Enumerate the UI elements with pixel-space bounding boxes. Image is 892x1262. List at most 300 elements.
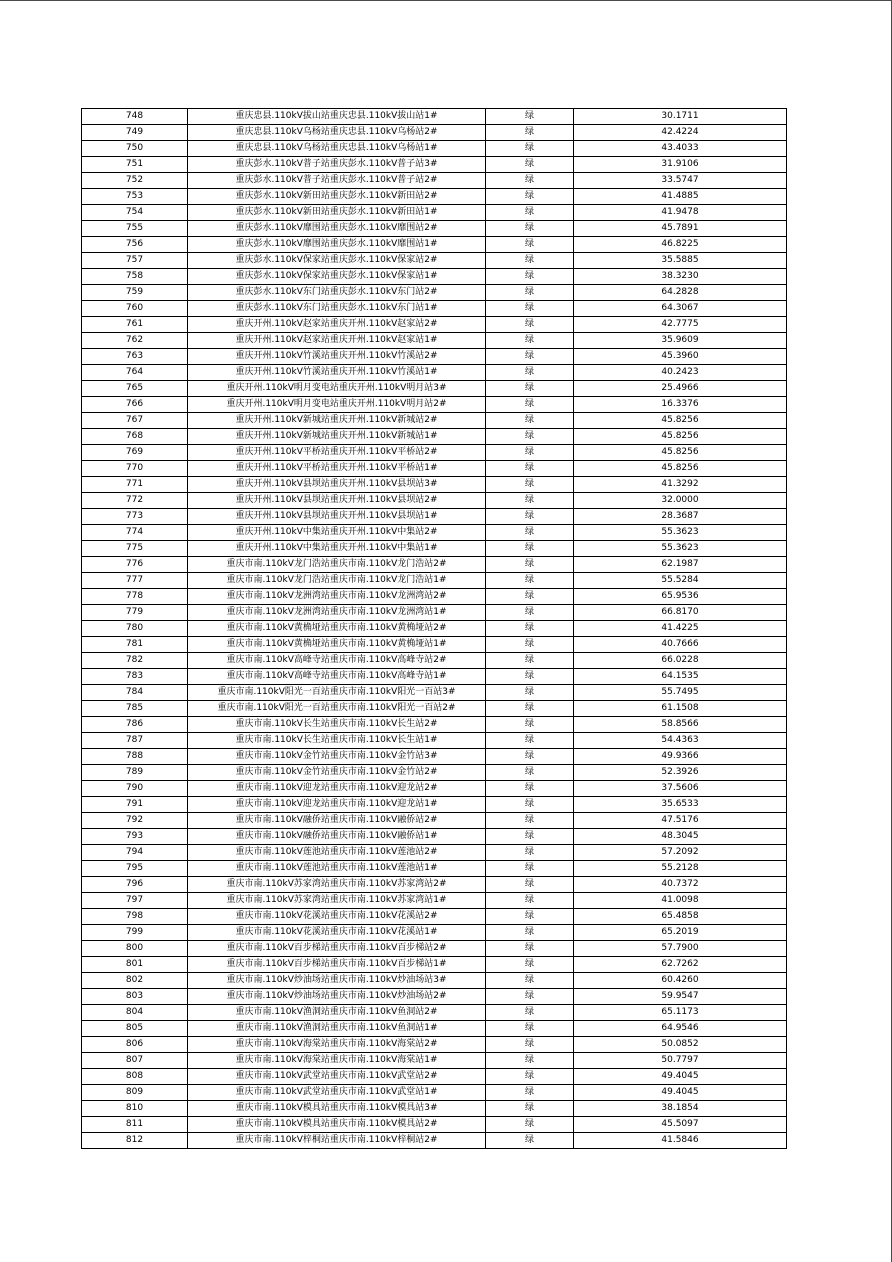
row-number-cell: 758: [82, 269, 188, 285]
value-cell: 54.4363: [574, 733, 787, 749]
status-cell: 绿: [486, 717, 574, 733]
status-cell: 绿: [486, 557, 574, 573]
table-row: [82, 285, 787, 301]
value-cell: 45.8256: [574, 461, 787, 477]
row-number-cell: 774: [82, 525, 188, 541]
table-row: [82, 1085, 787, 1101]
row-number-cell: 793: [82, 829, 188, 845]
substation-name-cell: 重庆开州.110kV竹溪站重庆开州.110kV竹溪站2#: [188, 349, 486, 365]
page-top-border: [0, 0, 892, 1]
substation-name-cell: 重庆市南.110kV梓桐站重庆市南.110kV梓桐站2#: [188, 1133, 486, 1149]
status-cell: 绿: [486, 701, 574, 717]
table-row: [82, 109, 787, 125]
row-number-cell: 767: [82, 413, 188, 429]
row-number-cell: 777: [82, 573, 188, 589]
status-cell: 绿: [486, 861, 574, 877]
substation-name-cell: 重庆市南.110kV百步梯站重庆市南.110kV百步梯站1#: [188, 957, 486, 973]
status-cell: 绿: [486, 589, 574, 605]
table-row: [82, 413, 787, 429]
row-number-cell: 750: [82, 141, 188, 157]
table-row: [82, 685, 787, 701]
table-row: [82, 701, 787, 717]
row-number-cell: 759: [82, 285, 188, 301]
status-cell: 绿: [486, 973, 574, 989]
row-number-cell: 770: [82, 461, 188, 477]
value-cell: 33.5747: [574, 173, 787, 189]
value-cell: 65.1173: [574, 1005, 787, 1021]
value-cell: 52.3926: [574, 765, 787, 781]
table-row: [82, 797, 787, 813]
value-cell: 62.1987: [574, 557, 787, 573]
status-cell: 绿: [486, 269, 574, 285]
status-cell: 绿: [486, 173, 574, 189]
row-number-cell: 756: [82, 237, 188, 253]
status-cell: 绿: [486, 765, 574, 781]
row-number-cell: 782: [82, 653, 188, 669]
substation-name-cell: 重庆市南.110kV渔洞站重庆市南.110kV鱼洞站2#: [188, 1005, 486, 1021]
row-number-cell: 749: [82, 125, 188, 141]
value-cell: 45.8256: [574, 445, 787, 461]
row-number-cell: 794: [82, 845, 188, 861]
row-number-cell: 787: [82, 733, 188, 749]
substation-name-cell: 重庆彭水.110kV保家站重庆彭水.110kV保家站1#: [188, 269, 486, 285]
table-row: [82, 989, 787, 1005]
substation-name-cell: 重庆忠县.110kV乌杨站重庆忠县.110kV乌杨站1#: [188, 141, 486, 157]
substation-name-cell: 重庆市南.110kV龙门浩站重庆市南.110kV龙门浩站1#: [188, 573, 486, 589]
status-cell: 绿: [486, 445, 574, 461]
value-cell: 62.7262: [574, 957, 787, 973]
table-row: [82, 957, 787, 973]
value-cell: 45.5097: [574, 1117, 787, 1133]
table-row: [82, 301, 787, 317]
row-number-cell: 778: [82, 589, 188, 605]
status-cell: 绿: [486, 221, 574, 237]
substation-name-cell: 重庆开州.110kV明月变电站重庆开州.110kV明月站3#: [188, 381, 486, 397]
status-cell: 绿: [486, 797, 574, 813]
substation-name-cell: 重庆开州.110kV明月变电站重庆开州.110kV明月站2#: [188, 397, 486, 413]
status-cell: 绿: [486, 189, 574, 205]
status-cell: 绿: [486, 429, 574, 445]
value-cell: 30.1711: [574, 109, 787, 125]
row-number-cell: 768: [82, 429, 188, 445]
status-cell: 绿: [486, 989, 574, 1005]
row-number-cell: 806: [82, 1037, 188, 1053]
substation-name-cell: 重庆市南.110kV武堂站重庆市南.110kV武堂站2#: [188, 1069, 486, 1085]
substation-name-cell: 重庆彭水.110kV普子站重庆彭水.110kV普子站2#: [188, 173, 486, 189]
substation-name-cell: 重庆彭水.110kV新田站重庆彭水.110kV新田站1#: [188, 205, 486, 221]
table-row: [82, 445, 787, 461]
status-cell: 绿: [486, 1133, 574, 1149]
substation-name-cell: 重庆忠县.110kV乌杨站重庆忠县.110kV乌杨站2#: [188, 125, 486, 141]
substation-name-cell: 重庆市南.110kV阳光一百站重庆市南.110kV阳光一百站3#: [188, 685, 486, 701]
substation-name-cell: 重庆市南.110kV炒油场站重庆市南.110kV炒油场站2#: [188, 989, 486, 1005]
value-cell: 35.9609: [574, 333, 787, 349]
status-cell: 绿: [486, 365, 574, 381]
table-row: [82, 349, 787, 365]
status-cell: 绿: [486, 637, 574, 653]
table-row: [82, 573, 787, 589]
row-number-cell: 763: [82, 349, 188, 365]
substation-name-cell: 重庆市南.110kV长生站重庆市南.110kV长生站1#: [188, 733, 486, 749]
row-number-cell: 779: [82, 605, 188, 621]
table-row: [82, 253, 787, 269]
status-cell: 绿: [486, 925, 574, 941]
table-row: [82, 157, 787, 173]
table-row: [82, 237, 787, 253]
row-number-cell: 754: [82, 205, 188, 221]
row-number-cell: 762: [82, 333, 188, 349]
status-cell: 绿: [486, 461, 574, 477]
substation-name-cell: 重庆开州.110kV平桥站重庆开州.110kV平桥站1#: [188, 461, 486, 477]
status-cell: 绿: [486, 381, 574, 397]
row-number-cell: 803: [82, 989, 188, 1005]
table-row: [82, 205, 787, 221]
status-cell: 绿: [486, 621, 574, 637]
substation-name-cell: 重庆市南.110kV模具站重庆市南.110kV模具站2#: [188, 1117, 486, 1133]
substation-data-table: [81, 108, 787, 1149]
substation-name-cell: 重庆彭水.110kV靡围站重庆彭水.110kV靡围站2#: [188, 221, 486, 237]
substation-name-cell: 重庆彭水.110kV东门站重庆彭水.110kV东门站2#: [188, 285, 486, 301]
value-cell: 60.4260: [574, 973, 787, 989]
row-number-cell: 804: [82, 1005, 188, 1021]
status-cell: 绿: [486, 893, 574, 909]
substation-name-cell: 重庆市南.110kV黄桷垭站重庆市南.110kV黄桷垭站2#: [188, 621, 486, 637]
table-row: [82, 1037, 787, 1053]
value-cell: 48.3045: [574, 829, 787, 845]
row-number-cell: 783: [82, 669, 188, 685]
table-row: [82, 381, 787, 397]
table-row: [82, 125, 787, 141]
substation-name-cell: 重庆市南.110kV海棠站重庆市南.110kV海棠站2#: [188, 1037, 486, 1053]
substation-name-cell: 重庆忠县.110kV拔山站重庆忠县.110kV拔山站1#: [188, 109, 486, 125]
table-row: [82, 1021, 787, 1037]
value-cell: 41.3292: [574, 477, 787, 493]
value-cell: 35.6533: [574, 797, 787, 813]
status-cell: 绿: [486, 477, 574, 493]
substation-name-cell: 重庆市南.110kV融侨站重庆市南.110kV融侨站2#: [188, 813, 486, 829]
table-row: [82, 509, 787, 525]
table-row: [82, 637, 787, 653]
row-number-cell: 776: [82, 557, 188, 573]
status-cell: 绿: [486, 141, 574, 157]
value-cell: 38.1854: [574, 1101, 787, 1117]
substation-name-cell: 重庆市南.110kV苏家湾站重庆市南.110kV苏家湾站1#: [188, 893, 486, 909]
value-cell: 64.9546: [574, 1021, 787, 1037]
status-cell: 绿: [486, 573, 574, 589]
table-row: [82, 861, 787, 877]
table-row: [82, 493, 787, 509]
status-cell: 绿: [486, 285, 574, 301]
substation-name-cell: 重庆开州.110kV竹溪站重庆开州.110kV竹溪站1#: [188, 365, 486, 381]
value-cell: 55.3623: [574, 541, 787, 557]
table-row: [82, 621, 787, 637]
row-number-cell: 761: [82, 317, 188, 333]
row-number-cell: 764: [82, 365, 188, 381]
substation-name-cell: 重庆彭水.110kV靡围站重庆彭水.110kV靡围站1#: [188, 237, 486, 253]
status-cell: 绿: [486, 829, 574, 845]
row-number-cell: 766: [82, 397, 188, 413]
value-cell: 64.3067: [574, 301, 787, 317]
substation-name-cell: 重庆市南.110kV武堂站重庆市南.110kV武堂站1#: [188, 1085, 486, 1101]
row-number-cell: 781: [82, 637, 188, 653]
table-row: [82, 141, 787, 157]
table-row: [82, 189, 787, 205]
value-cell: 41.0098: [574, 893, 787, 909]
value-cell: 32.0000: [574, 493, 787, 509]
row-number-cell: 765: [82, 381, 188, 397]
row-number-cell: 755: [82, 221, 188, 237]
substation-name-cell: 重庆彭水.110kV普子站重庆彭水.110kV普子站3#: [188, 157, 486, 173]
row-number-cell: 812: [82, 1133, 188, 1149]
table-row: [82, 765, 787, 781]
substation-name-cell: 重庆市南.110kV金竹站重庆市南.110kV金竹站2#: [188, 765, 486, 781]
value-cell: 55.7495: [574, 685, 787, 701]
value-cell: 57.7900: [574, 941, 787, 957]
row-number-cell: 784: [82, 685, 188, 701]
status-cell: 绿: [486, 845, 574, 861]
status-cell: 绿: [486, 413, 574, 429]
substation-name-cell: 重庆市南.110kV高峰寺站重庆市南.110kV高峰寺站1#: [188, 669, 486, 685]
row-number-cell: 773: [82, 509, 188, 525]
substation-name-cell: 重庆市南.110kV花溪站重庆市南.110kV花溪站2#: [188, 909, 486, 925]
status-cell: 绿: [486, 509, 574, 525]
value-cell: 65.2019: [574, 925, 787, 941]
status-cell: 绿: [486, 109, 574, 125]
status-cell: 绿: [486, 1021, 574, 1037]
status-cell: 绿: [486, 1005, 574, 1021]
status-cell: 绿: [486, 397, 574, 413]
substation-name-cell: 重庆市南.110kV莲池站重庆市南.110kV莲池站1#: [188, 861, 486, 877]
table-body: [82, 109, 787, 1149]
status-cell: 绿: [486, 301, 574, 317]
row-number-cell: 805: [82, 1021, 188, 1037]
row-number-cell: 808: [82, 1069, 188, 1085]
table-row: [82, 941, 787, 957]
substation-name-cell: 重庆市南.110kV迎龙站重庆市南.110kV迎龙站1#: [188, 797, 486, 813]
value-cell: 38.3230: [574, 269, 787, 285]
value-cell: 28.3687: [574, 509, 787, 525]
value-cell: 45.8256: [574, 413, 787, 429]
substation-name-cell: 重庆市南.110kV黄桷垭站重庆市南.110kV黄桷垭站1#: [188, 637, 486, 653]
value-cell: 55.3623: [574, 525, 787, 541]
row-number-cell: 810: [82, 1101, 188, 1117]
table-row: [82, 589, 787, 605]
value-cell: 66.0228: [574, 653, 787, 669]
value-cell: 55.2128: [574, 861, 787, 877]
substation-name-cell: 重庆开州.110kV县坝站重庆开州.110kV县坝站1#: [188, 509, 486, 525]
row-number-cell: 800: [82, 941, 188, 957]
substation-name-cell: 重庆市南.110kV融侨站重庆市南.110kV融侨站1#: [188, 829, 486, 845]
status-cell: 绿: [486, 685, 574, 701]
table-row: [82, 749, 787, 765]
row-number-cell: 760: [82, 301, 188, 317]
substation-name-cell: 重庆彭水.110kV东门站重庆彭水.110kV东门站1#: [188, 301, 486, 317]
substation-name-cell: 重庆市南.110kV百步梯站重庆市南.110kV百步梯站2#: [188, 941, 486, 957]
value-cell: 45.3960: [574, 349, 787, 365]
table-row: [82, 1005, 787, 1021]
status-cell: 绿: [486, 877, 574, 893]
table-row: [82, 333, 787, 349]
status-cell: 绿: [486, 1069, 574, 1085]
row-number-cell: 791: [82, 797, 188, 813]
status-cell: 绿: [486, 1117, 574, 1133]
status-cell: 绿: [486, 749, 574, 765]
row-number-cell: 809: [82, 1085, 188, 1101]
table-row: [82, 525, 787, 541]
value-cell: 49.9366: [574, 749, 787, 765]
row-number-cell: 752: [82, 173, 188, 189]
row-number-cell: 772: [82, 493, 188, 509]
table-row: [82, 221, 787, 237]
value-cell: 40.7372: [574, 877, 787, 893]
value-cell: 64.1535: [574, 669, 787, 685]
status-cell: 绿: [486, 957, 574, 973]
row-number-cell: 786: [82, 717, 188, 733]
row-number-cell: 797: [82, 893, 188, 909]
table-row: [82, 1069, 787, 1085]
value-cell: 49.4045: [574, 1085, 787, 1101]
value-cell: 58.8566: [574, 717, 787, 733]
table-row: [82, 893, 787, 909]
table-row: [82, 269, 787, 285]
row-number-cell: 795: [82, 861, 188, 877]
status-cell: 绿: [486, 1101, 574, 1117]
row-number-cell: 790: [82, 781, 188, 797]
table-row: [82, 973, 787, 989]
substation-name-cell: 重庆开州.110kV新城站重庆开州.110kV新城站2#: [188, 413, 486, 429]
row-number-cell: 801: [82, 957, 188, 973]
substation-name-cell: 重庆市南.110kV龙门浩站重庆市南.110kV龙门浩站2#: [188, 557, 486, 573]
status-cell: 绿: [486, 781, 574, 797]
value-cell: 65.4858: [574, 909, 787, 925]
row-number-cell: 771: [82, 477, 188, 493]
value-cell: 55.5284: [574, 573, 787, 589]
substation-name-cell: 重庆市南.110kV莲池站重庆市南.110kV莲池站2#: [188, 845, 486, 861]
row-number-cell: 792: [82, 813, 188, 829]
status-cell: 绿: [486, 1037, 574, 1053]
status-cell: 绿: [486, 525, 574, 541]
value-cell: 40.7666: [574, 637, 787, 653]
table-row: [82, 605, 787, 621]
value-cell: 46.8225: [574, 237, 787, 253]
row-number-cell: 753: [82, 189, 188, 205]
status-cell: 绿: [486, 1085, 574, 1101]
substation-name-cell: 重庆市南.110kV龙洲湾站重庆市南.110kV龙洲湾站2#: [188, 589, 486, 605]
status-cell: 绿: [486, 157, 574, 173]
status-cell: 绿: [486, 253, 574, 269]
value-cell: 61.1508: [574, 701, 787, 717]
value-cell: 41.9478: [574, 205, 787, 221]
value-cell: 42.7775: [574, 317, 787, 333]
table-row: [82, 829, 787, 845]
table-row: [82, 477, 787, 493]
substation-name-cell: 重庆开州.110kV中集站重庆开州.110kV中集站2#: [188, 525, 486, 541]
row-number-cell: 785: [82, 701, 188, 717]
value-cell: 41.4885: [574, 189, 787, 205]
status-cell: 绿: [486, 605, 574, 621]
substation-name-cell: 重庆开州.110kV中集站重庆开州.110kV中集站1#: [188, 541, 486, 557]
substation-name-cell: 重庆彭水.110kV新田站重庆彭水.110kV新田站2#: [188, 189, 486, 205]
status-cell: 绿: [486, 333, 574, 349]
row-number-cell: 788: [82, 749, 188, 765]
status-cell: 绿: [486, 653, 574, 669]
value-cell: 47.5176: [574, 813, 787, 829]
status-cell: 绿: [486, 237, 574, 253]
table-row: [82, 1053, 787, 1069]
status-cell: 绿: [486, 909, 574, 925]
status-cell: 绿: [486, 125, 574, 141]
row-number-cell: 775: [82, 541, 188, 557]
table-row: [82, 397, 787, 413]
substation-name-cell: 重庆市南.110kV模具站重庆市南.110kV模具站3#: [188, 1101, 486, 1117]
substation-name-cell: 重庆市南.110kV龙洲湾站重庆市南.110kV龙洲湾站1#: [188, 605, 486, 621]
status-cell: 绿: [486, 317, 574, 333]
substation-name-cell: 重庆市南.110kV高峰寺站重庆市南.110kV高峰寺站2#: [188, 653, 486, 669]
substation-name-cell: 重庆市南.110kV金竹站重庆市南.110kV金竹站3#: [188, 749, 486, 765]
status-cell: 绿: [486, 733, 574, 749]
row-number-cell: 807: [82, 1053, 188, 1069]
substation-name-cell: 重庆市南.110kV海棠站重庆市南.110kV海棠站1#: [188, 1053, 486, 1069]
value-cell: 50.7797: [574, 1053, 787, 1069]
table-row: [82, 1101, 787, 1117]
value-cell: 37.5606: [574, 781, 787, 797]
substation-name-cell: 重庆彭水.110kV保家站重庆彭水.110kV保家站2#: [188, 253, 486, 269]
value-cell: 66.8170: [574, 605, 787, 621]
status-cell: 绿: [486, 941, 574, 957]
status-cell: 绿: [486, 541, 574, 557]
value-cell: 35.5885: [574, 253, 787, 269]
status-cell: 绿: [486, 813, 574, 829]
value-cell: 43.4033: [574, 141, 787, 157]
substation-name-cell: 重庆市南.110kV长生站重庆市南.110kV长生站2#: [188, 717, 486, 733]
substation-name-cell: 重庆开州.110kV新城站重庆开州.110kV新城站1#: [188, 429, 486, 445]
value-cell: 49.4045: [574, 1069, 787, 1085]
table-row: [82, 461, 787, 477]
value-cell: 57.2092: [574, 845, 787, 861]
table-row: [82, 909, 787, 925]
substation-name-cell: 重庆开州.110kV县坝站重庆开州.110kV县坝站2#: [188, 493, 486, 509]
row-number-cell: 811: [82, 1117, 188, 1133]
status-cell: 绿: [486, 669, 574, 685]
substation-name-cell: 重庆市南.110kV花溪站重庆市南.110kV花溪站1#: [188, 925, 486, 941]
row-number-cell: 748: [82, 109, 188, 125]
value-cell: 45.8256: [574, 429, 787, 445]
status-cell: 绿: [486, 349, 574, 365]
substation-name-cell: 重庆市南.110kV阳光一百站重庆市南.110kV阳光一百站2#: [188, 701, 486, 717]
row-number-cell: 789: [82, 765, 188, 781]
table-row: [82, 813, 787, 829]
substation-name-cell: 重庆开州.110kV赵家站重庆开州.110kV赵家站1#: [188, 333, 486, 349]
status-cell: 绿: [486, 493, 574, 509]
row-number-cell: 799: [82, 925, 188, 941]
substation-name-cell: 重庆开州.110kV赵家站重庆开州.110kV赵家站2#: [188, 317, 486, 333]
value-cell: 50.0852: [574, 1037, 787, 1053]
table-row: [82, 669, 787, 685]
value-cell: 40.2423: [574, 365, 787, 381]
substation-name-cell: 重庆开州.110kV平桥站重庆开州.110kV平桥站2#: [188, 445, 486, 461]
table-row: [82, 557, 787, 573]
status-cell: 绿: [486, 205, 574, 221]
row-number-cell: 769: [82, 445, 188, 461]
value-cell: 41.5846: [574, 1133, 787, 1149]
value-cell: 41.4225: [574, 621, 787, 637]
table-row: [82, 1117, 787, 1133]
value-cell: 65.9536: [574, 589, 787, 605]
table-row: [82, 653, 787, 669]
row-number-cell: 780: [82, 621, 188, 637]
table-row: [82, 845, 787, 861]
table-row: [82, 1133, 787, 1149]
